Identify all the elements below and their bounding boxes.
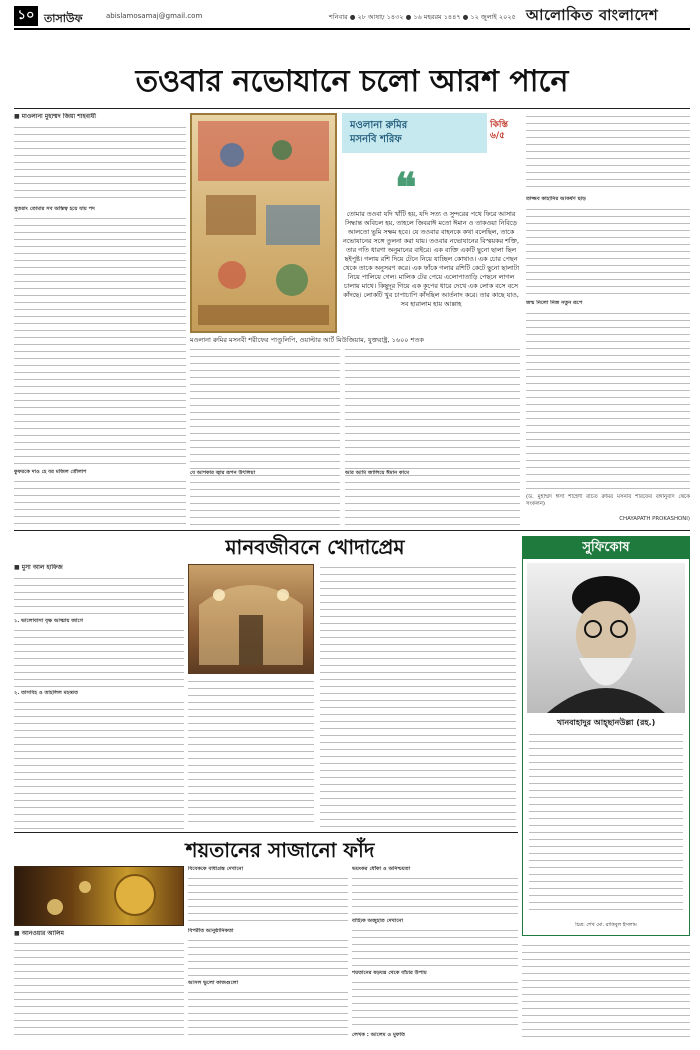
article-text	[14, 627, 184, 687]
email-link[interactable]: abislamosamaj@gmail.com	[106, 12, 203, 20]
section-title: মানবজীবনে খোদাপ্রেম	[225, 535, 405, 559]
subheading: ২. তাসবিহ ও তাহলিল মহব্বত	[14, 690, 78, 696]
subheading: বিবেককে বাধাগ্রস্ত দেখানো	[188, 866, 244, 872]
verse-heading: আর আমি জালিয়ে ঈমান কামে	[345, 470, 410, 476]
article-text	[14, 575, 184, 615]
series-number: কিস্তি ৬/৫	[490, 120, 508, 141]
person-name: খানবাহাদুর আহ্ছানউল্লা (রহ.)	[556, 718, 656, 727]
article-text	[14, 215, 186, 465]
article-text	[188, 989, 348, 1040]
subheading: শয়তানের ষড়যন্ত্র থেকে বাঁচার উপায়	[352, 970, 427, 976]
sufikosh-title: সুফিকোষ	[523, 537, 689, 559]
article-text	[14, 699, 184, 829]
article-text	[190, 346, 340, 526]
section-title: শয়তানের সাজানো ফাঁদ	[185, 838, 375, 862]
article-text	[526, 310, 690, 490]
byline: ■ আনওয়ার আলিম	[14, 930, 64, 937]
section-name: তাসাউফ	[44, 12, 83, 25]
quote-icon: ❝	[395, 164, 417, 211]
article-text	[352, 979, 518, 1029]
article-text	[352, 875, 518, 915]
verse-heading: সুতরাং তোমার সব অস্তিত্ব হয়ে যায় পদ	[14, 206, 95, 212]
article-text	[14, 124, 186, 204]
verse-heading: যে আশকার জ্বার রূপন উৎলিয়া	[190, 470, 256, 476]
subheading: আসল ভুলো কাজগুলো	[188, 980, 239, 986]
series-title-box	[342, 113, 487, 153]
portrait-photo	[527, 563, 685, 713]
byline: ■ মাওলানা মুহাম্মদ জিয়া শাহবাযী	[14, 113, 96, 120]
image-credit: চিত্র: শেখ মো. রাকিবুল ইসলাম	[575, 922, 637, 928]
article-text	[345, 346, 520, 526]
verse-heading: কুফরকে দাও হে বর মজিল তৌলাশ	[14, 469, 87, 475]
verse-heading: জন্ম নিলো নিজ নতুন রূপে	[526, 300, 583, 306]
image-caption: মওলানা রুমির মসনবী শরীফের পাণ্ডুলিপি, ওয়াল্টার আর্ট মিউজিয়াম, যুক্তরাষ্ট্র, ১৬০০ শতক	[190, 336, 424, 344]
subheading: ১. ভালোবাসা বৃক্ষ আত্মায় জাগে	[14, 618, 84, 624]
verse-heading: তাজ্জব কাহানির আকর্ষণ ছাড়	[526, 196, 586, 202]
article-text	[14, 478, 186, 526]
biography-text	[529, 731, 683, 916]
subheading: বাহ্যিক অজুহাত দেখানো	[352, 918, 404, 924]
byline: ■ মুসা আল হাফিজ	[14, 564, 63, 571]
article-text	[188, 937, 348, 977]
source-credit: (ড. মুহাম্মদ ঈসা শাহেদী রচিত রুমির মসনবি শরিফের বঙ্গানুবাদ থেকে সংকলন)	[526, 494, 690, 507]
article-text	[320, 564, 516, 829]
article-text	[522, 942, 690, 1040]
pull-quote: তোমার তওবা যদি খাঁটি হয়, যদি সত্য ও সুন্দরের পথে ফিরে আসার সিদ্ধান্ত অবিচল হয়, তাহলে জিবরাঈ মতো ঈমান ও তাকওয়া নিবিড়ে আলতো ভুমি সক্ষম হবে। যে তওবার বাহনকে কথা বলেছিল, তাকে নভোযানের সঙ্গে তুলনা করা যায়। তওবার নভোযানের বিস্ময়কর শক্তি, তার গতি ধারণা অনুমানের বাইরে। এক ব্যক্তি একটি ছুনো ছালা ছিল ছইপুষ্ট। গলায় রশি দিয়ে টেনে নিয়ে যাচ্ছিল কোথাও। এক চোর পেছন থেকে তাকে অনুসরণ করে। এক ফাঁকে গলার রশিটি কেটে ছুনো ছালাটা নিয়ে পালিয়ে গেল। মালিক টের পেয়ে এলোপাতাড়ি পেছনে লাগল চালায় মাথে। কিছুদূর গিয়ে এক কূপের ধারে দেখে এক লোক বসে বসে কাঁদছে। লোকটি খুব চাপাচাপি কাঁদছিল আর্তনাদ করে। তার কাছে যাও, সব হারালাম হায় আল্লাহ	[342, 210, 520, 308]
main-title: তওবার নভোযানে চলো আরশ পানে	[135, 64, 569, 99]
page-number: ১০	[14, 6, 38, 26]
series-title: মওলানা রুমির মসনবি শরিফ	[350, 120, 408, 145]
author-note: লেখক : আলেম ও মুফতি	[352, 1032, 406, 1038]
sufikosh-box	[522, 536, 690, 936]
newspaper-logo: আলোকিত বাংলাদেশ	[526, 6, 659, 24]
subheading: বিপরীত আনুষ্ঠানিকতা	[188, 928, 234, 934]
coins-photo	[14, 866, 184, 926]
article-text	[188, 875, 348, 925]
article-text	[526, 206, 690, 296]
mosque-interior-photo	[188, 564, 314, 674]
article-text	[188, 678, 314, 828]
subheading: ভয়ংকর ধোঁকা ও অনিশ্চয়তা	[352, 866, 411, 872]
page-header	[14, 4, 690, 30]
manuscript-painting	[190, 113, 337, 333]
source-credit: CHAYAPATH PROKASHONI)	[619, 516, 690, 522]
issue-date: শনিবার ● ২৮ আষাঢ় ১৪৩২ ● ১৬ মহররম ১৪৪৭ ● ১২ জুলাই ২০২৫	[329, 13, 516, 21]
article-text	[352, 927, 518, 967]
article-text	[526, 113, 690, 193]
article-text	[14, 940, 184, 1040]
